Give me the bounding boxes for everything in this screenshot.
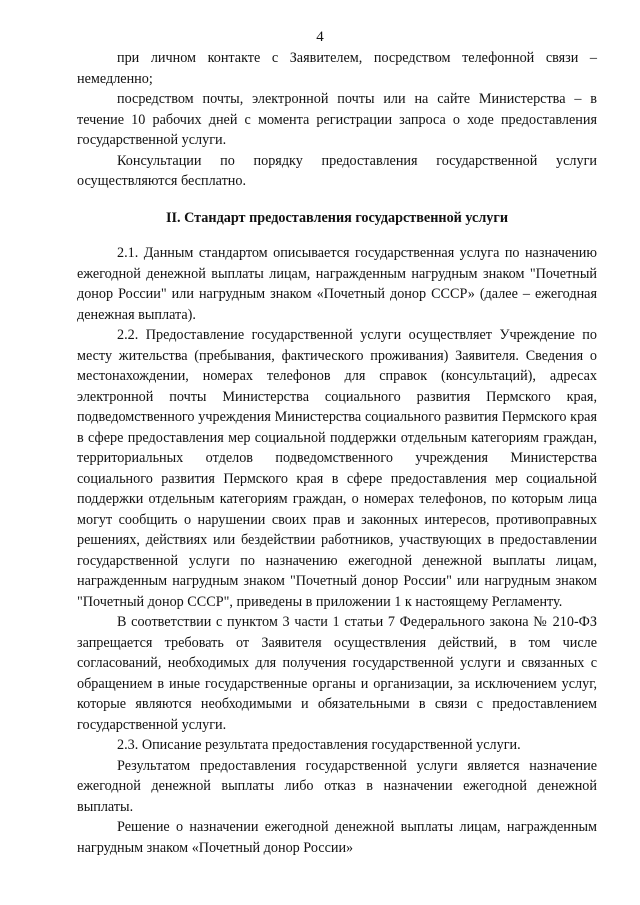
document-body <box>77 48 597 858</box>
paragraph-contact-mail: посредством почты, электронной почты или на сайте Министерства – в течение 10 рабочих дней с момента регистрации запроса о ходе предоставления государственной услуги. <box>77 91 597 148</box>
paragraph-2-3: 2.3. Описание результата предоставления государственной услуги. <box>117 737 521 753</box>
paragraph-2-1: 2.1. Данным стандартом описывается государственная услуга по назначению ежегодной денежной выплаты лицам, награжденным нагрудным знаком "Почетный донор России" или нагрудным знаком «Почетный донор СССР» (далее – ежегодная денежная выплата). <box>77 245 597 323</box>
paragraph-result: Результатом предоставления государственной услуги является назначение ежегодной денежной выплаты либо отказ в назначении ежегодной денежной выплаты. <box>77 757 597 815</box>
paragraph-decision: Решение о назначении ежегодной денежной выплаты лицам, награжденным нагрудным знаком «Почетный донор России» <box>77 819 597 856</box>
paragraph-contact-personal: при личном контакте с Заявителем, посредством телефонной связи – немедленно; <box>77 50 597 87</box>
section-heading: II. Стандарт предоставления государственной услуги <box>165 209 509 226</box>
paragraph-2-2: 2.2. Предоставление государственной услуги осуществляет Учреждение по месту жительства (пребывания, фактического проживания) Заявителя. Сведения о местонахождении, номерах телефонов для справок (консультаций), адресах электронной почты Министерства социального развития Пермского края, подведомственного учреждения Министерства социального развития Пермского края в сфере предоставления мер социальной поддержки отдельным категориям граждан, территориальных отделов подведомственного учреждения Министерства социального развития Пермского края в сфере предоставления мер социальной поддержки отдельным категориям граждан, о номерах телефонов, по которым лица могут сообщить о нарушении своих прав и законных интересов, противоправных решениях, действиях или бездействии работников, участвующих в предоставлении государственной услуги по назначению ежегодной денежной выплаты лицам, награжденным нагрудным знаком "Почетный донор России" или нагрудным знаком "Почетный донор СССР", приведены в приложении 1 к настоящему Регламенту. <box>77 327 597 610</box>
paragraph-210-fz: В соответствии с пунктом 3 части 1 статьи 7 Федерального закона № 210-ФЗ запрещается требовать от Заявителя осуществления действий, в том числе согласований, необходимых для получения государственной услуги и связанных с обращением в иные государственные органы и организации, за исключением услуг, которые являются необходимыми и обязательными в связи с предоставлением государственной услуги. <box>77 614 597 733</box>
paragraph-consultation-free: Консультации по порядку предоставления государственной услуги осуществляются бесплатно. <box>77 152 597 189</box>
page-number: 4 <box>316 29 324 45</box>
